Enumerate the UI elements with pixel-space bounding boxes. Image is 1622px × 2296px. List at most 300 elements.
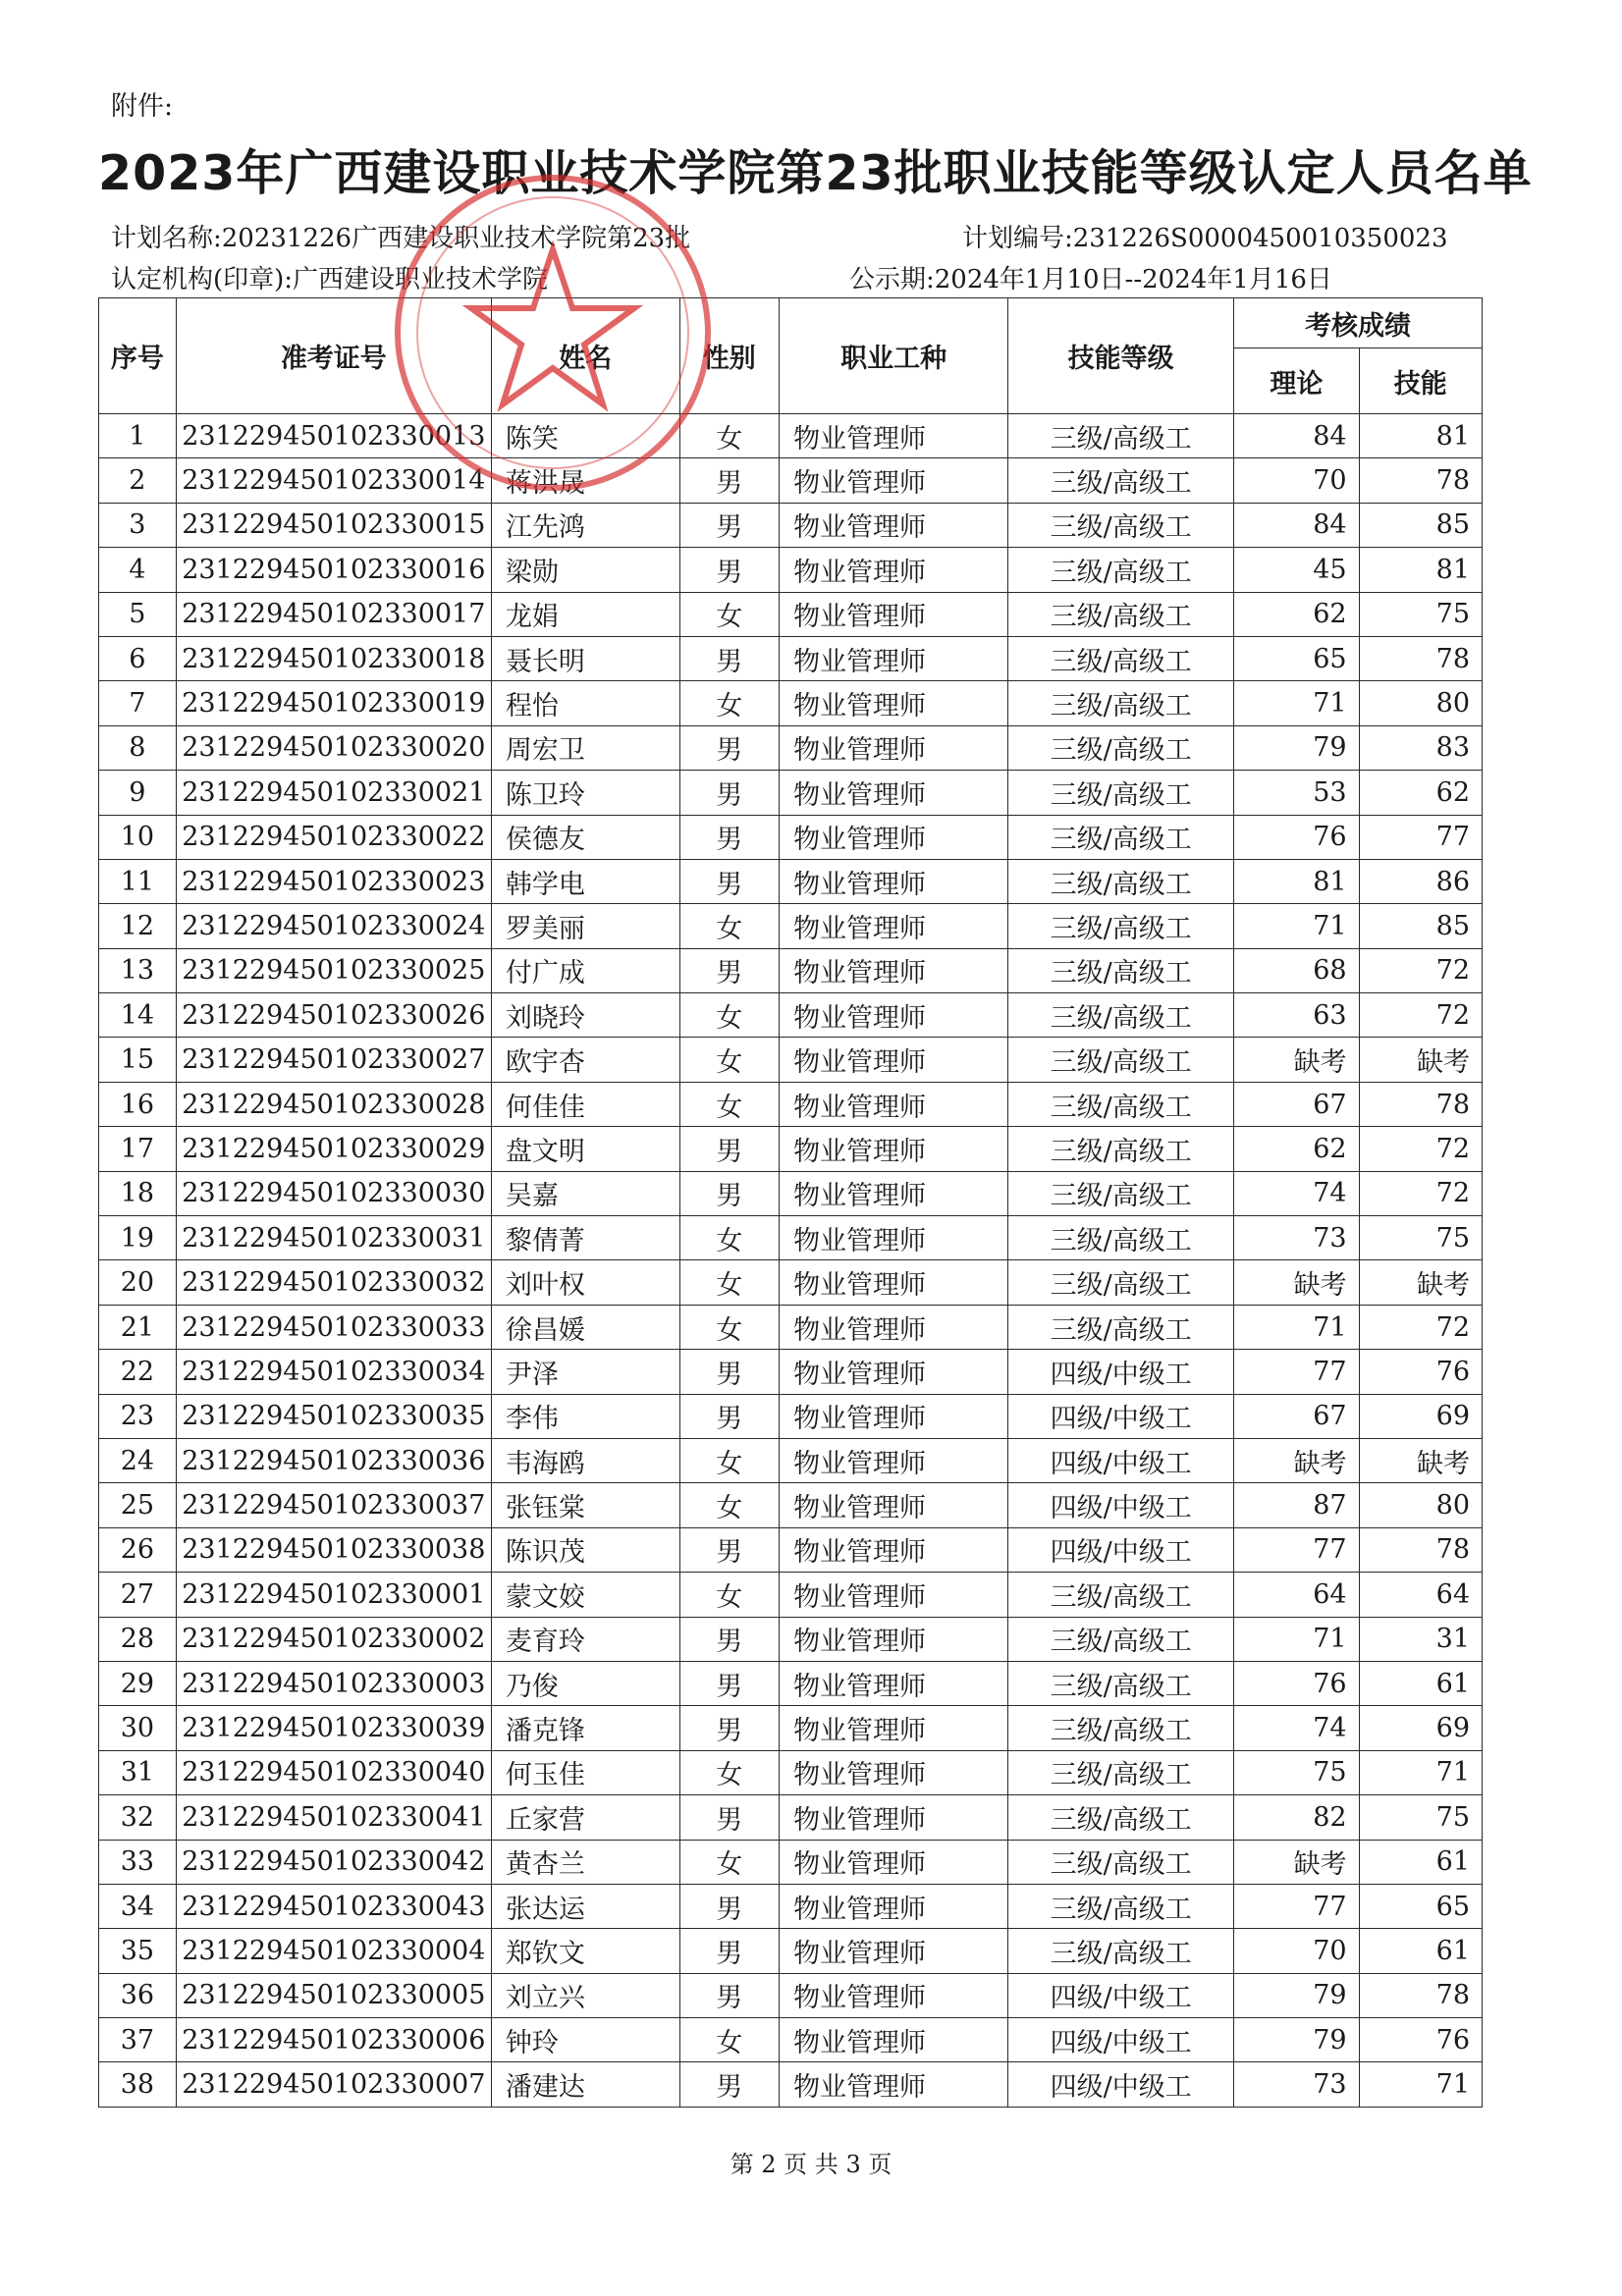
cell-seq: 10 (99, 815, 177, 859)
cell-skill: 80 (1359, 681, 1482, 725)
cell-occupation: 物业管理师 (780, 1929, 1008, 1973)
cell-seq: 26 (99, 1527, 177, 1572)
table-row (99, 1260, 1483, 1305)
cell-name: 李伟 (491, 1394, 679, 1438)
table-row (99, 771, 1483, 815)
table-row (99, 725, 1483, 770)
cell-name: 罗美丽 (491, 904, 679, 948)
header-level: 技能等级 (1008, 298, 1234, 414)
cell-exam-no: 231229450102330020 (176, 725, 491, 770)
cell-occupation: 物业管理师 (780, 1127, 1008, 1171)
table-row (99, 1350, 1483, 1394)
cell-level: 四级/中级工 (1008, 2062, 1234, 2107)
roster-body (99, 414, 1483, 2108)
cell-skill: 61 (1359, 1840, 1482, 1884)
cell-occupation: 物业管理师 (780, 1305, 1008, 1349)
cell-seq: 5 (99, 592, 177, 636)
cell-level: 三级/高级工 (1008, 1573, 1234, 1617)
document-title: 2023年广西建设职业技术学院第23批职业技能等级认定人员名单 (98, 145, 1533, 201)
table-row (99, 993, 1483, 1038)
cell-occupation: 物业管理师 (780, 1038, 1008, 1082)
cell-exam-no: 231229450102330006 (176, 2018, 491, 2062)
cell-gender: 男 (679, 636, 780, 680)
cell-level: 三级/高级工 (1008, 904, 1234, 948)
cell-gender: 男 (679, 1795, 780, 1840)
cell-name: 徐昌媛 (491, 1305, 679, 1349)
cell-skill: 72 (1359, 948, 1482, 992)
cell-exam-no: 231229450102330033 (176, 1305, 491, 1349)
cell-name: 江先鸿 (491, 503, 679, 547)
cell-skill: 72 (1359, 993, 1482, 1038)
attachment-label: 附件: (111, 91, 174, 122)
cell-exam-no: 231229450102330022 (176, 815, 491, 859)
header-skill: 技能 (1359, 348, 1482, 414)
table-row (99, 1127, 1483, 1171)
cell-exam-no: 231229450102330007 (176, 2062, 491, 2107)
cell-name: 麦育玲 (491, 1617, 679, 1661)
table-row (99, 592, 1483, 636)
cell-occupation: 物业管理师 (780, 414, 1008, 458)
cell-exam-no: 231229450102330027 (176, 1038, 491, 1082)
cell-theory: 79 (1234, 725, 1359, 770)
cell-level: 三级/高级工 (1008, 948, 1234, 992)
cell-theory: 67 (1234, 1394, 1359, 1438)
cell-name: 陈卫玲 (491, 771, 679, 815)
cell-theory: 53 (1234, 771, 1359, 815)
cell-occupation: 物业管理师 (780, 1216, 1008, 1260)
cell-occupation: 物业管理师 (780, 2018, 1008, 2062)
cell-skill: 77 (1359, 815, 1482, 859)
cell-seq: 29 (99, 1661, 177, 1705)
cell-level: 四级/中级工 (1008, 1483, 1234, 1527)
cell-seq: 16 (99, 1082, 177, 1126)
cell-level: 四级/中级工 (1008, 1438, 1234, 1482)
table-row (99, 1706, 1483, 1750)
cell-skill: 83 (1359, 725, 1482, 770)
table-row (99, 2018, 1483, 2062)
cell-theory: 70 (1234, 1929, 1359, 1973)
cell-gender: 男 (679, 1617, 780, 1661)
header-seq: 序号 (99, 298, 177, 414)
cell-exam-no: 231229450102330023 (176, 859, 491, 903)
cell-skill: 78 (1359, 1527, 1482, 1572)
cell-skill: 61 (1359, 1929, 1482, 1973)
cell-skill: 81 (1359, 548, 1482, 592)
cell-exam-no: 231229450102330028 (176, 1082, 491, 1126)
table-row (99, 1038, 1483, 1082)
cell-theory: 81 (1234, 859, 1359, 903)
cell-level: 三级/高级工 (1008, 1617, 1234, 1661)
cell-occupation: 物业管理师 (780, 548, 1008, 592)
cell-level: 三级/高级工 (1008, 1038, 1234, 1082)
cell-name: 黄杏兰 (491, 1840, 679, 1884)
cell-gender: 男 (679, 1527, 780, 1572)
cell-gender: 男 (679, 1884, 780, 1928)
cell-name: 蒋洪晟 (491, 458, 679, 503)
cell-level: 三级/高级工 (1008, 1750, 1234, 1794)
cell-skill: 69 (1359, 1394, 1482, 1438)
cell-gender: 男 (679, 2062, 780, 2107)
cell-theory: 77 (1234, 1527, 1359, 1572)
cell-seq: 32 (99, 1795, 177, 1840)
table-row (99, 681, 1483, 725)
cell-gender: 女 (679, 904, 780, 948)
cell-exam-no: 231229450102330004 (176, 1929, 491, 1973)
cell-name: 陈识茂 (491, 1527, 679, 1572)
cell-name: 陈笑 (491, 414, 679, 458)
cell-skill: 72 (1359, 1171, 1482, 1215)
cell-name: 张达运 (491, 1884, 679, 1928)
cell-occupation: 物业管理师 (780, 1795, 1008, 1840)
cell-level: 三级/高级工 (1008, 1840, 1234, 1884)
cell-exam-no: 231229450102330043 (176, 1884, 491, 1928)
cell-exam-no: 231229450102330002 (176, 1617, 491, 1661)
cell-level: 四级/中级工 (1008, 1527, 1234, 1572)
table-row (99, 1840, 1483, 1884)
cell-level: 三级/高级工 (1008, 815, 1234, 859)
cell-skill: 72 (1359, 1305, 1482, 1349)
cell-theory: 缺考 (1234, 1038, 1359, 1082)
header-gender: 性别 (679, 298, 780, 414)
cell-name: 刘立兴 (491, 1973, 679, 2017)
cell-level: 三级/高级工 (1008, 859, 1234, 903)
cell-theory: 70 (1234, 458, 1359, 503)
cell-skill: 69 (1359, 1706, 1482, 1750)
cell-theory: 68 (1234, 948, 1359, 992)
table-row (99, 1171, 1483, 1215)
cell-exam-no: 231229450102330026 (176, 993, 491, 1038)
cell-gender: 女 (679, 1260, 780, 1305)
cell-skill: 71 (1359, 2062, 1482, 2107)
table-row (99, 904, 1483, 948)
publicity-period: 公示期:2024年1月10日--2024年1月16日 (849, 265, 1332, 294)
cell-level: 三级/高级工 (1008, 592, 1234, 636)
table-row (99, 1617, 1483, 1661)
cell-gender: 女 (679, 1573, 780, 1617)
cell-seq: 34 (99, 1884, 177, 1928)
cell-name: 尹泽 (491, 1350, 679, 1394)
header-score-group: 考核成绩 (1234, 298, 1483, 348)
cell-gender: 男 (679, 458, 780, 503)
cell-skill: 81 (1359, 414, 1482, 458)
cell-occupation: 物业管理师 (780, 859, 1008, 903)
cell-exam-no: 231229450102330021 (176, 771, 491, 815)
cell-exam-no: 231229450102330034 (176, 1350, 491, 1394)
cell-name: 韦海鸥 (491, 1438, 679, 1482)
cell-seq: 11 (99, 859, 177, 903)
cell-level: 四级/中级工 (1008, 1394, 1234, 1438)
cell-occupation: 物业管理师 (780, 681, 1008, 725)
plan-code: 计划编号:231226S0000450010350023 (962, 224, 1448, 253)
table-row (99, 1216, 1483, 1260)
cell-gender: 男 (679, 503, 780, 547)
cell-exam-no: 231229450102330040 (176, 1750, 491, 1794)
cell-theory: 缺考 (1234, 1840, 1359, 1884)
cell-level: 三级/高级工 (1008, 1171, 1234, 1215)
cell-theory: 67 (1234, 1082, 1359, 1126)
table-row (99, 1573, 1483, 1617)
cell-exam-no: 231229450102330003 (176, 1661, 491, 1705)
cell-seq: 3 (99, 503, 177, 547)
cell-level: 三级/高级工 (1008, 681, 1234, 725)
cell-name: 梁勋 (491, 548, 679, 592)
cell-level: 三级/高级工 (1008, 1127, 1234, 1171)
cell-skill: 62 (1359, 771, 1482, 815)
cell-occupation: 物业管理师 (780, 458, 1008, 503)
cell-gender: 男 (679, 1929, 780, 1973)
cell-seq: 33 (99, 1840, 177, 1884)
cell-theory: 73 (1234, 1216, 1359, 1260)
table-row (99, 1305, 1483, 1349)
cell-occupation: 物业管理师 (780, 993, 1008, 1038)
cell-exam-no: 231229450102330024 (176, 904, 491, 948)
cell-skill: 85 (1359, 503, 1482, 547)
table-row (99, 948, 1483, 992)
cell-occupation: 物业管理师 (780, 1840, 1008, 1884)
cell-seq: 2 (99, 458, 177, 503)
cell-gender: 女 (679, 681, 780, 725)
cell-occupation: 物业管理师 (780, 636, 1008, 680)
table-row (99, 2062, 1483, 2107)
cell-name: 韩学电 (491, 859, 679, 903)
cell-occupation: 物业管理师 (780, 1750, 1008, 1794)
table-row (99, 1884, 1483, 1928)
cell-seq: 9 (99, 771, 177, 815)
cell-seq: 15 (99, 1038, 177, 1082)
cell-exam-no: 231229450102330042 (176, 1840, 491, 1884)
cell-seq: 13 (99, 948, 177, 992)
cell-level: 三级/高级工 (1008, 993, 1234, 1038)
cell-exam-no: 231229450102330029 (176, 1127, 491, 1171)
cell-name: 侯德友 (491, 815, 679, 859)
cell-seq: 6 (99, 636, 177, 680)
cell-occupation: 物业管理师 (780, 1438, 1008, 1482)
cell-exam-no: 231229450102330005 (176, 1973, 491, 2017)
cell-theory: 65 (1234, 636, 1359, 680)
cell-gender: 女 (679, 1438, 780, 1482)
cell-gender: 男 (679, 815, 780, 859)
cell-gender: 男 (679, 859, 780, 903)
cell-gender: 女 (679, 1082, 780, 1126)
cell-name: 欧宇杏 (491, 1038, 679, 1082)
cell-name: 付广成 (491, 948, 679, 992)
cell-occupation: 物业管理师 (780, 1573, 1008, 1617)
cell-occupation: 物业管理师 (780, 1527, 1008, 1572)
cell-theory: 64 (1234, 1573, 1359, 1617)
cell-gender: 男 (679, 1127, 780, 1171)
cell-seq: 36 (99, 1973, 177, 2017)
cell-level: 三级/高级工 (1008, 1706, 1234, 1750)
cell-seq: 24 (99, 1438, 177, 1482)
cell-skill: 78 (1359, 1973, 1482, 2017)
cell-exam-no: 231229450102330001 (176, 1573, 491, 1617)
cell-seq: 23 (99, 1394, 177, 1438)
cell-theory: 79 (1234, 1973, 1359, 2017)
cell-gender: 女 (679, 1038, 780, 1082)
header-exam-no: 准考证号 (176, 298, 491, 414)
cell-theory: 62 (1234, 592, 1359, 636)
cell-exam-no: 231229450102330035 (176, 1394, 491, 1438)
cell-name: 蒙文姣 (491, 1573, 679, 1617)
cell-occupation: 物业管理师 (780, 1884, 1008, 1928)
cell-seq: 1 (99, 414, 177, 458)
cell-exam-no: 231229450102330036 (176, 1438, 491, 1482)
cell-gender: 男 (679, 771, 780, 815)
cell-gender: 女 (679, 2018, 780, 2062)
cell-skill: 61 (1359, 1661, 1482, 1705)
cell-occupation: 物业管理师 (780, 592, 1008, 636)
cell-gender: 男 (679, 1706, 780, 1750)
cell-seq: 35 (99, 1929, 177, 1973)
cell-occupation: 物业管理师 (780, 1973, 1008, 2017)
cell-level: 四级/中级工 (1008, 2018, 1234, 2062)
table-row (99, 1438, 1483, 1482)
cell-skill: 80 (1359, 1483, 1482, 1527)
cell-seq: 31 (99, 1750, 177, 1794)
cell-exam-no: 231229450102330030 (176, 1171, 491, 1215)
cell-theory: 71 (1234, 681, 1359, 725)
cell-theory: 74 (1234, 1706, 1359, 1750)
cell-occupation: 物业管理师 (780, 1082, 1008, 1126)
cell-name: 吴嘉 (491, 1171, 679, 1215)
cell-gender: 男 (679, 725, 780, 770)
cell-name: 乃俊 (491, 1661, 679, 1705)
cell-exam-no: 231229450102330032 (176, 1260, 491, 1305)
cell-seq: 20 (99, 1260, 177, 1305)
cell-theory: 71 (1234, 1617, 1359, 1661)
cell-gender: 男 (679, 1394, 780, 1438)
cell-gender: 女 (679, 414, 780, 458)
cell-gender: 男 (679, 1973, 780, 2017)
table-row (99, 414, 1483, 458)
cell-exam-no: 231229450102330017 (176, 592, 491, 636)
cell-skill: 76 (1359, 1350, 1482, 1394)
cell-name: 何佳佳 (491, 1082, 679, 1126)
cell-exam-no: 231229450102330019 (176, 681, 491, 725)
cell-level: 三级/高级工 (1008, 1884, 1234, 1928)
cell-theory: 87 (1234, 1483, 1359, 1527)
cell-theory: 84 (1234, 503, 1359, 547)
cell-level: 三级/高级工 (1008, 1795, 1234, 1840)
cell-seq: 4 (99, 548, 177, 592)
cell-theory: 71 (1234, 1305, 1359, 1349)
cell-skill: 78 (1359, 636, 1482, 680)
cell-occupation: 物业管理师 (780, 1661, 1008, 1705)
cell-exam-no: 231229450102330018 (176, 636, 491, 680)
page-footer: 第 2 页 共 3 页 (730, 2151, 892, 2178)
cell-theory: 77 (1234, 1884, 1359, 1928)
cell-level: 三级/高级工 (1008, 771, 1234, 815)
cell-occupation: 物业管理师 (780, 1617, 1008, 1661)
cell-level: 三级/高级工 (1008, 414, 1234, 458)
cell-skill: 72 (1359, 1127, 1482, 1171)
cell-gender: 男 (679, 1661, 780, 1705)
cell-skill: 85 (1359, 904, 1482, 948)
table-row (99, 859, 1483, 903)
cell-skill: 71 (1359, 1750, 1482, 1794)
cell-name: 刘叶权 (491, 1260, 679, 1305)
cell-level: 三级/高级工 (1008, 1305, 1234, 1349)
cell-theory: 77 (1234, 1350, 1359, 1394)
cell-level: 三级/高级工 (1008, 548, 1234, 592)
cell-seq: 18 (99, 1171, 177, 1215)
cell-skill: 缺考 (1359, 1038, 1482, 1082)
cell-skill: 78 (1359, 458, 1482, 503)
cell-skill: 65 (1359, 1884, 1482, 1928)
cell-seq: 25 (99, 1483, 177, 1527)
header-name: 姓名 (491, 298, 679, 414)
cell-gender: 女 (679, 592, 780, 636)
certifying-organization: 认定机构(印章):广西建设职业技术学院 (111, 265, 549, 294)
cell-gender: 女 (679, 1483, 780, 1527)
cell-seq: 37 (99, 2018, 177, 2062)
cell-seq: 21 (99, 1305, 177, 1349)
cell-level: 三级/高级工 (1008, 636, 1234, 680)
cell-name: 钟玲 (491, 2018, 679, 2062)
cell-exam-no: 231229450102330031 (176, 1216, 491, 1260)
cell-theory: 82 (1234, 1795, 1359, 1840)
table-row (99, 815, 1483, 859)
cell-occupation: 物业管理师 (780, 725, 1008, 770)
cell-exam-no: 231229450102330037 (176, 1483, 491, 1527)
table-row (99, 503, 1483, 547)
table-row (99, 1795, 1483, 1840)
cell-seq: 22 (99, 1350, 177, 1394)
cell-skill: 75 (1359, 592, 1482, 636)
cell-skill: 缺考 (1359, 1260, 1482, 1305)
cell-theory: 76 (1234, 815, 1359, 859)
table-row (99, 1483, 1483, 1527)
cell-exam-no: 231229450102330041 (176, 1795, 491, 1840)
cell-name: 刘晓玲 (491, 993, 679, 1038)
cell-name: 盘文明 (491, 1127, 679, 1171)
cell-skill: 78 (1359, 1082, 1482, 1126)
cell-seq: 38 (99, 2062, 177, 2107)
cell-occupation: 物业管理师 (780, 771, 1008, 815)
cell-theory: 84 (1234, 414, 1359, 458)
cell-theory: 45 (1234, 548, 1359, 592)
table-row (99, 1394, 1483, 1438)
cell-seq: 30 (99, 1706, 177, 1750)
cell-occupation: 物业管理师 (780, 1483, 1008, 1527)
cell-exam-no: 231229450102330025 (176, 948, 491, 992)
cell-theory: 75 (1234, 1750, 1359, 1794)
cell-theory: 缺考 (1234, 1438, 1359, 1482)
cell-theory: 63 (1234, 993, 1359, 1038)
cell-occupation: 物业管理师 (780, 2062, 1008, 2107)
cell-exam-no: 231229450102330014 (176, 458, 491, 503)
cell-theory: 73 (1234, 2062, 1359, 2107)
cell-occupation: 物业管理师 (780, 948, 1008, 992)
cell-name: 潘建达 (491, 2062, 679, 2107)
cell-seq: 14 (99, 993, 177, 1038)
cell-gender: 女 (679, 1305, 780, 1349)
cell-name: 聂长明 (491, 636, 679, 680)
cell-exam-no: 231229450102330039 (176, 1706, 491, 1750)
cell-seq: 27 (99, 1573, 177, 1617)
cell-gender: 女 (679, 993, 780, 1038)
cell-seq: 7 (99, 681, 177, 725)
cell-name: 何玉佳 (491, 1750, 679, 1794)
table-row (99, 458, 1483, 503)
cell-occupation: 物业管理师 (780, 1171, 1008, 1215)
cell-level: 四级/中级工 (1008, 1350, 1234, 1394)
cell-skill: 75 (1359, 1795, 1482, 1840)
cell-level: 三级/高级工 (1008, 458, 1234, 503)
cell-theory: 71 (1234, 904, 1359, 948)
cell-occupation: 物业管理师 (780, 904, 1008, 948)
cell-gender: 男 (679, 548, 780, 592)
